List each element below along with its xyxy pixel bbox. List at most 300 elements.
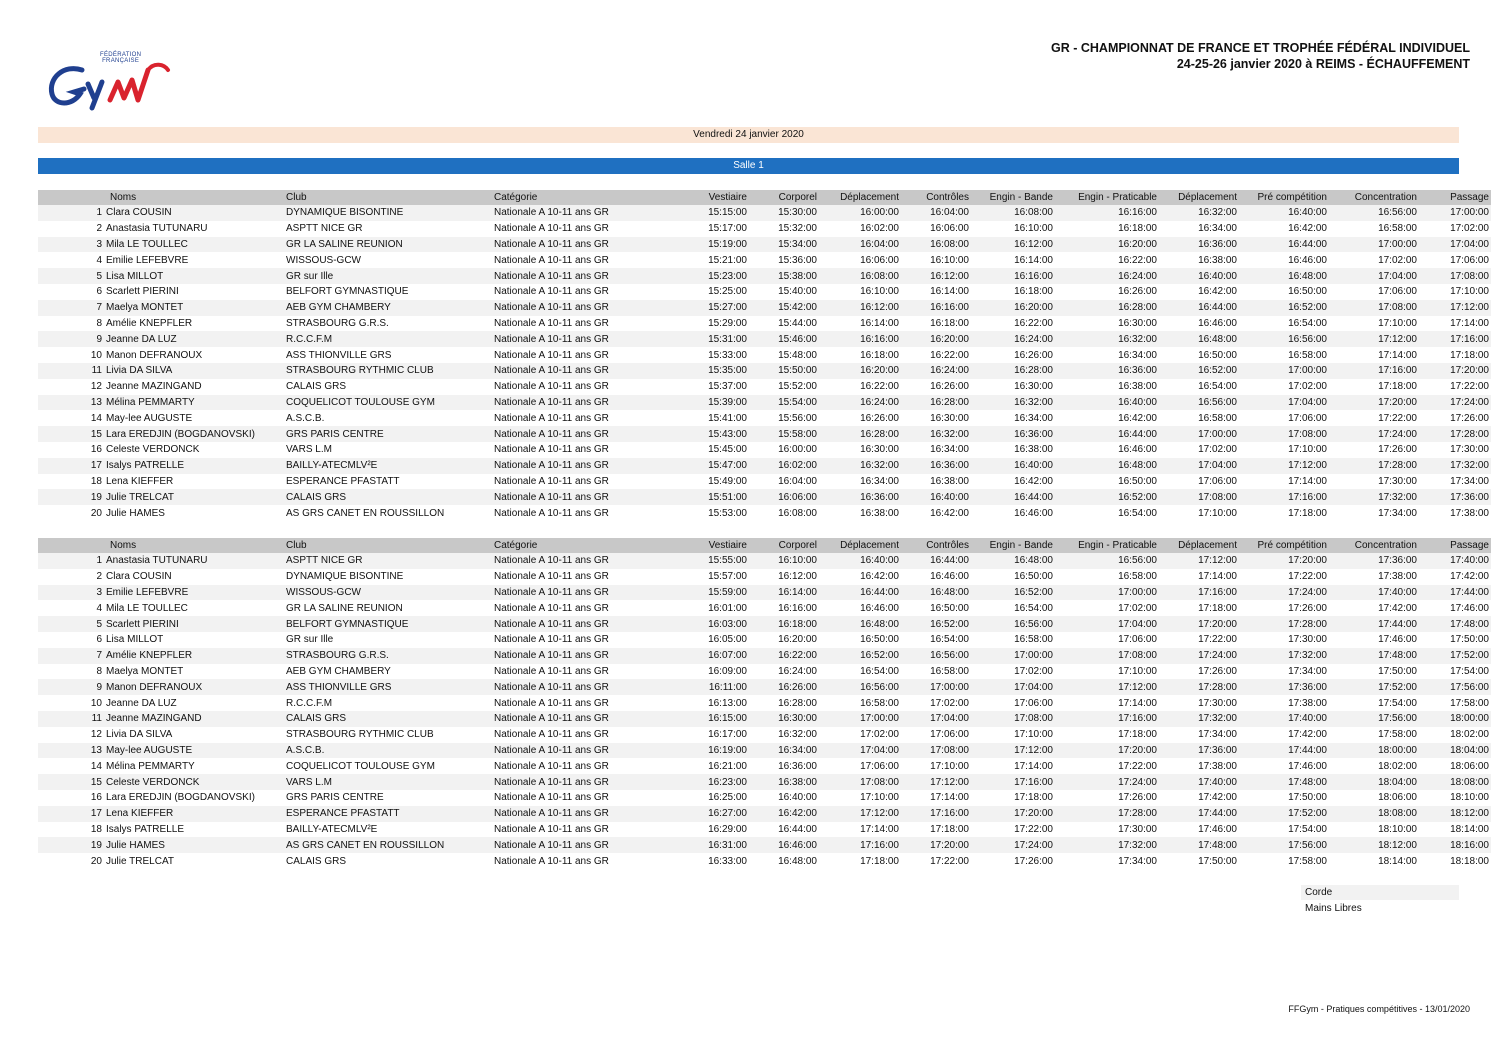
cell-pre-competition: 17:50:00 — [1239, 790, 1329, 806]
table-row — [38, 442, 1491, 458]
cell-engin-praticable: 17:24:00 — [1055, 774, 1159, 790]
cell-concentration: 17:04:00 — [1329, 268, 1419, 284]
cell-noms: Lisa MILLOT — [106, 632, 286, 648]
cell-concentration: 17:58:00 — [1329, 727, 1419, 743]
cell-noms: Anastasia TUTUNARU — [106, 553, 286, 569]
cell-engin-praticable: 16:30:00 — [1055, 316, 1159, 332]
cell-club: GR LA SALINE REUNION — [286, 600, 494, 616]
cell-controles: 16:54:00 — [901, 632, 971, 648]
cell-controles: 16:36:00 — [901, 458, 971, 474]
cell-concentration: 17:44:00 — [1329, 616, 1419, 632]
cell-deplacement: 16:48:00 — [819, 616, 901, 632]
rank-cell: 15 — [38, 426, 106, 442]
table-row — [38, 410, 1491, 426]
cell-engin-praticable: 17:12:00 — [1055, 679, 1159, 695]
cell-pre-competition: 17:00:00 — [1239, 363, 1329, 379]
cell-pre-competition: 17:32:00 — [1239, 648, 1329, 664]
cell-corporel: 16:06:00 — [749, 489, 819, 505]
cell-concentration: 17:12:00 — [1329, 331, 1419, 347]
cell-controles: 17:04:00 — [901, 711, 971, 727]
cell-passage: 17:04:00 — [1419, 237, 1491, 253]
cell-deplacement: 17:16:00 — [819, 837, 901, 853]
cell-corporel: 16:10:00 — [749, 553, 819, 569]
table-row — [38, 600, 1491, 616]
cell-engin-praticable: 16:46:00 — [1055, 442, 1159, 458]
table-row — [38, 300, 1491, 316]
cell-controles: 16:30:00 — [901, 410, 971, 426]
cell-concentration: 17:00:00 — [1329, 237, 1419, 253]
cell-vestiaire: 15:33:00 — [669, 347, 749, 363]
column-header-controles: Contrôles — [901, 538, 971, 553]
cell-deplacement: 16:32:00 — [819, 458, 901, 474]
cell-vestiaire: 15:59:00 — [669, 585, 749, 601]
cell-corporel: 16:08:00 — [749, 505, 819, 521]
cell-noms: Emilie LEFEBVRE — [106, 252, 286, 268]
cell-club: VARS L.M — [286, 774, 494, 790]
cell-engin-bande: 17:06:00 — [971, 695, 1055, 711]
cell-concentration: 17:16:00 — [1329, 363, 1419, 379]
cell-deplacement: 16:58:00 — [819, 695, 901, 711]
cell-engin-praticable: 16:16:00 — [1055, 205, 1159, 221]
cell-pre-competition: 17:14:00 — [1239, 474, 1329, 490]
cell-controles: 17:16:00 — [901, 806, 971, 822]
cell-club: DYNAMIQUE BISONTINE — [286, 569, 494, 585]
cell-deplacement-2: 17:50:00 — [1159, 853, 1239, 869]
rank-cell: 1 — [38, 205, 106, 221]
rank-cell: 18 — [38, 822, 106, 838]
cell-engin-bande: 16:46:00 — [971, 505, 1055, 521]
table-row — [38, 316, 1491, 332]
cell-vestiaire: 15:39:00 — [669, 395, 749, 411]
cell-engin-bande: 16:54:00 — [971, 600, 1055, 616]
cell-deplacement-2: 17:32:00 — [1159, 711, 1239, 727]
cell-corporel: 16:14:00 — [749, 585, 819, 601]
cell-club: BAILLY-ATECMLV²E — [286, 458, 494, 474]
cell-passage: 18:02:00 — [1419, 727, 1491, 743]
rank-cell: 8 — [38, 316, 106, 332]
table-row — [38, 853, 1491, 869]
cell-engin-praticable: 16:24:00 — [1055, 268, 1159, 284]
cell-engin-bande: 16:44:00 — [971, 489, 1055, 505]
cell-engin-praticable: 16:34:00 — [1055, 347, 1159, 363]
cell-deplacement: 16:06:00 — [819, 252, 901, 268]
cell-vestiaire: 15:53:00 — [669, 505, 749, 521]
cell-engin-praticable: 16:58:00 — [1055, 569, 1159, 585]
cell-deplacement: 17:10:00 — [819, 790, 901, 806]
cell-club: A.S.C.B. — [286, 410, 494, 426]
cell-categorie: Nationale A 10-11 ans GR — [494, 316, 669, 332]
cell-vestiaire: 16:19:00 — [669, 743, 749, 759]
cell-concentration: 17:42:00 — [1329, 600, 1419, 616]
table-row — [38, 569, 1491, 585]
cell-deplacement: 16:46:00 — [819, 600, 901, 616]
cell-pre-competition: 17:12:00 — [1239, 458, 1329, 474]
cell-club: ASS THIONVILLE GRS — [286, 679, 494, 695]
cell-engin-bande: 16:10:00 — [971, 221, 1055, 237]
cell-concentration: 17:24:00 — [1329, 426, 1419, 442]
cell-pre-competition: 17:06:00 — [1239, 410, 1329, 426]
column-header-deplacement: Déplacement — [819, 190, 901, 205]
cell-engin-bande: 17:14:00 — [971, 758, 1055, 774]
cell-passage: 17:02:00 — [1419, 221, 1491, 237]
cell-corporel: 15:42:00 — [749, 300, 819, 316]
cell-noms: Mélina PEMMARTY — [106, 758, 286, 774]
cell-passage: 18:12:00 — [1419, 806, 1491, 822]
cell-noms: Mélina PEMMARTY — [106, 395, 286, 411]
cell-corporel: 16:44:00 — [749, 822, 819, 838]
cell-engin-praticable: 17:10:00 — [1055, 664, 1159, 680]
cell-pre-competition: 17:36:00 — [1239, 679, 1329, 695]
cell-corporel: 15:40:00 — [749, 284, 819, 300]
cell-corporel: 16:18:00 — [749, 616, 819, 632]
cell-deplacement-2: 17:14:00 — [1159, 569, 1239, 585]
cell-deplacement-2: 17:16:00 — [1159, 585, 1239, 601]
cell-vestiaire: 15:55:00 — [669, 553, 749, 569]
rank-cell: 5 — [38, 268, 106, 284]
cell-noms: Livia DA SILVA — [106, 363, 286, 379]
cell-concentration: 17:38:00 — [1329, 569, 1419, 585]
cell-club: BELFORT GYMNASTIQUE — [286, 284, 494, 300]
cell-categorie: Nationale A 10-11 ans GR — [494, 727, 669, 743]
cell-vestiaire: 15:37:00 — [669, 379, 749, 395]
cell-deplacement-2: 16:54:00 — [1159, 379, 1239, 395]
cell-passage: 17:52:00 — [1419, 648, 1491, 664]
cell-controles: 16:04:00 — [901, 205, 971, 221]
rank-cell: 13 — [38, 395, 106, 411]
cell-categorie: Nationale A 10-11 ans GR — [494, 489, 669, 505]
cell-categorie: Nationale A 10-11 ans GR — [494, 758, 669, 774]
rank-cell: 3 — [38, 585, 106, 601]
cell-club: CALAIS GRS — [286, 489, 494, 505]
legend-mains-libres: Mains Libres — [1301, 901, 1459, 916]
cell-categorie: Nationale A 10-11 ans GR — [494, 300, 669, 316]
cell-categorie: Nationale A 10-11 ans GR — [494, 790, 669, 806]
rank-cell: 20 — [38, 853, 106, 869]
cell-deplacement: 16:24:00 — [819, 395, 901, 411]
cell-passage: 17:06:00 — [1419, 252, 1491, 268]
rank-cell: 9 — [38, 331, 106, 347]
table-row — [38, 395, 1491, 411]
cell-engin-bande: 16:28:00 — [971, 363, 1055, 379]
table-row — [38, 790, 1491, 806]
rank-cell: 18 — [38, 474, 106, 490]
cell-concentration: 17:48:00 — [1329, 648, 1419, 664]
footer-text: FFGym - Pratiques compétitives - 13/01/2020 — [1288, 1004, 1470, 1014]
cell-noms: Celeste VERDONCK — [106, 774, 286, 790]
cell-corporel: 16:20:00 — [749, 632, 819, 648]
cell-passage: 18:06:00 — [1419, 758, 1491, 774]
cell-categorie: Nationale A 10-11 ans GR — [494, 585, 669, 601]
column-header-corporel: Corporel — [749, 190, 819, 205]
cell-vestiaire: 15:21:00 — [669, 252, 749, 268]
cell-controles: 16:52:00 — [901, 616, 971, 632]
cell-pre-competition: 17:38:00 — [1239, 695, 1329, 711]
cell-deplacement: 16:20:00 — [819, 363, 901, 379]
cell-vestiaire: 15:17:00 — [669, 221, 749, 237]
cell-categorie: Nationale A 10-11 ans GR — [494, 363, 669, 379]
cell-controles: 16:28:00 — [901, 395, 971, 411]
cell-deplacement: 16:08:00 — [819, 268, 901, 284]
cell-corporel: 16:46:00 — [749, 837, 819, 853]
cell-noms: Julie HAMES — [106, 837, 286, 853]
table-header-row — [38, 190, 1491, 205]
cell-vestiaire: 16:05:00 — [669, 632, 749, 648]
cell-controles: 17:18:00 — [901, 822, 971, 838]
cell-corporel: 16:36:00 — [749, 758, 819, 774]
document-subtitle: 24-25-26 janvier 2020 à REIMS - ÉCHAUFFEMENT — [1176, 57, 1470, 71]
cell-concentration: 18:14:00 — [1329, 853, 1419, 869]
rank-cell: 20 — [38, 505, 106, 521]
cell-engin-bande: 17:02:00 — [971, 664, 1055, 680]
table-row — [38, 458, 1491, 474]
cell-club: GR sur Ille — [286, 268, 494, 284]
document-title: GR - CHAMPIONNAT DE FRANCE ET TROPHÉE FÉDÉRAL INDIVIDUEL — [1051, 41, 1470, 55]
cell-deplacement-2: 17:04:00 — [1159, 458, 1239, 474]
table-row — [38, 727, 1491, 743]
cell-engin-praticable: 17:08:00 — [1055, 648, 1159, 664]
cell-concentration: 17:18:00 — [1329, 379, 1419, 395]
rank-cell: 7 — [38, 648, 106, 664]
cell-deplacement-2: 16:36:00 — [1159, 237, 1239, 253]
table-row — [38, 743, 1491, 759]
table-row — [38, 474, 1491, 490]
cell-engin-bande: 17:20:00 — [971, 806, 1055, 822]
cell-deplacement: 16:02:00 — [819, 221, 901, 237]
cell-controles: 17:10:00 — [901, 758, 971, 774]
cell-deplacement-2: 17:08:00 — [1159, 489, 1239, 505]
cell-concentration: 17:22:00 — [1329, 410, 1419, 426]
cell-engin-praticable: 16:54:00 — [1055, 505, 1159, 521]
cell-deplacement: 16:14:00 — [819, 316, 901, 332]
rank-cell: 7 — [38, 300, 106, 316]
document-header — [1051, 40, 1470, 72]
cell-vestiaire: 16:31:00 — [669, 837, 749, 853]
cell-club: ESPERANCE PFASTATT — [286, 806, 494, 822]
cell-pre-competition: 16:54:00 — [1239, 316, 1329, 332]
cell-club: ASPTT NICE GR — [286, 221, 494, 237]
cell-pre-competition: 17:48:00 — [1239, 774, 1329, 790]
cell-club: AS GRS CANET EN ROUSSILLON — [286, 505, 494, 521]
column-header-deplacement-2: Déplacement — [1159, 190, 1239, 205]
cell-club: AEB GYM CHAMBERY — [286, 300, 494, 316]
cell-noms: Maelya MONTET — [106, 664, 286, 680]
cell-categorie: Nationale A 10-11 ans GR — [494, 600, 669, 616]
cell-pre-competition: 17:52:00 — [1239, 806, 1329, 822]
cell-concentration: 18:12:00 — [1329, 837, 1419, 853]
cell-categorie: Nationale A 10-11 ans GR — [494, 252, 669, 268]
cell-corporel: 16:12:00 — [749, 569, 819, 585]
cell-corporel: 15:44:00 — [749, 316, 819, 332]
cell-categorie: Nationale A 10-11 ans GR — [494, 442, 669, 458]
cell-pre-competition: 17:40:00 — [1239, 711, 1329, 727]
cell-controles: 16:50:00 — [901, 600, 971, 616]
cell-engin-bande: 17:22:00 — [971, 822, 1055, 838]
cell-deplacement: 17:02:00 — [819, 727, 901, 743]
cell-categorie: Nationale A 10-11 ans GR — [494, 616, 669, 632]
cell-engin-praticable: 17:18:00 — [1055, 727, 1159, 743]
cell-deplacement: 16:56:00 — [819, 679, 901, 695]
cell-noms: Jeanne DA LUZ — [106, 695, 286, 711]
cell-engin-praticable: 16:18:00 — [1055, 221, 1159, 237]
cell-engin-praticable: 17:34:00 — [1055, 853, 1159, 869]
cell-concentration: 17:56:00 — [1329, 711, 1419, 727]
cell-corporel: 15:54:00 — [749, 395, 819, 411]
cell-engin-bande: 17:26:00 — [971, 853, 1055, 869]
cell-engin-bande: 17:04:00 — [971, 679, 1055, 695]
rank-cell: 2 — [38, 221, 106, 237]
cell-deplacement-2: 17:18:00 — [1159, 600, 1239, 616]
cell-engin-praticable: 17:22:00 — [1055, 758, 1159, 774]
cell-corporel: 16:00:00 — [749, 442, 819, 458]
cell-deplacement-2: 17:26:00 — [1159, 664, 1239, 680]
cell-club: A.S.C.B. — [286, 743, 494, 759]
cell-corporel: 16:28:00 — [749, 695, 819, 711]
cell-passage: 17:28:00 — [1419, 426, 1491, 442]
column-header-vestiaire: Vestiaire — [669, 538, 749, 553]
cell-club: CALAIS GRS — [286, 379, 494, 395]
cell-deplacement-2: 16:50:00 — [1159, 347, 1239, 363]
cell-categorie: Nationale A 10-11 ans GR — [494, 331, 669, 347]
cell-controles: 17:06:00 — [901, 727, 971, 743]
table-row — [38, 585, 1491, 601]
cell-passage: 17:56:00 — [1419, 679, 1491, 695]
cell-engin-praticable: 16:40:00 — [1055, 395, 1159, 411]
cell-club: R.C.C.F.M — [286, 695, 494, 711]
table-header-row — [38, 538, 1491, 553]
cell-controles: 17:02:00 — [901, 695, 971, 711]
cell-engin-praticable: 16:44:00 — [1055, 426, 1159, 442]
cell-engin-bande: 17:16:00 — [971, 774, 1055, 790]
cell-noms: Amélie KNEPFLER — [106, 316, 286, 332]
cell-noms: Lena KIEFFER — [106, 474, 286, 490]
legend-corde: Corde — [1301, 885, 1459, 900]
cell-corporel: 15:58:00 — [749, 426, 819, 442]
cell-vestiaire: 15:51:00 — [669, 489, 749, 505]
cell-noms: Mila LE TOULLEC — [106, 237, 286, 253]
column-header-deplacement-2: Déplacement — [1159, 538, 1239, 553]
column-header-engin-bande: Engin - Bande — [971, 190, 1055, 205]
cell-corporel: 16:34:00 — [749, 743, 819, 759]
cell-deplacement-2: 16:56:00 — [1159, 395, 1239, 411]
cell-pre-competition: 17:08:00 — [1239, 426, 1329, 442]
cell-club: STRASBOURG RYTHMIC CLUB — [286, 363, 494, 379]
rank-cell: 1 — [38, 553, 106, 569]
cell-passage: 17:20:00 — [1419, 363, 1491, 379]
cell-categorie: Nationale A 10-11 ans GR — [494, 679, 669, 695]
cell-corporel: 16:24:00 — [749, 664, 819, 680]
cell-deplacement-2: 17:20:00 — [1159, 616, 1239, 632]
cell-passage: 17:12:00 — [1419, 300, 1491, 316]
table-row — [38, 616, 1491, 632]
cell-engin-bande: 16:42:00 — [971, 474, 1055, 490]
column-header-categorie: Catégorie — [494, 538, 669, 553]
cell-passage: 17:40:00 — [1419, 553, 1491, 569]
cell-controles: 16:10:00 — [901, 252, 971, 268]
rank-cell: 16 — [38, 790, 106, 806]
cell-passage: 17:14:00 — [1419, 316, 1491, 332]
cell-controles: 17:00:00 — [901, 679, 971, 695]
cell-corporel: 16:32:00 — [749, 727, 819, 743]
cell-deplacement-2: 16:58:00 — [1159, 410, 1239, 426]
cell-vestiaire: 16:09:00 — [669, 664, 749, 680]
table-row — [38, 679, 1491, 695]
cell-deplacement: 16:34:00 — [819, 474, 901, 490]
cell-noms: Julie HAMES — [106, 505, 286, 521]
cell-vestiaire: 15:29:00 — [669, 316, 749, 332]
table-row — [38, 711, 1491, 727]
cell-concentration: 18:10:00 — [1329, 822, 1419, 838]
cell-noms: Julie TRELCAT — [106, 489, 286, 505]
cell-categorie: Nationale A 10-11 ans GR — [494, 205, 669, 221]
cell-vestiaire: 16:29:00 — [669, 822, 749, 838]
cell-club: STRASBOURG RYTHMIC CLUB — [286, 727, 494, 743]
cell-noms: Isalys PATRELLE — [106, 458, 286, 474]
cell-corporel: 15:34:00 — [749, 237, 819, 253]
cell-deplacement-2: 17:48:00 — [1159, 837, 1239, 853]
cell-noms: Livia DA SILVA — [106, 727, 286, 743]
cell-deplacement-2: 17:44:00 — [1159, 806, 1239, 822]
cell-passage: 17:24:00 — [1419, 395, 1491, 411]
cell-noms: Celeste VERDONCK — [106, 442, 286, 458]
cell-categorie: Nationale A 10-11 ans GR — [494, 505, 669, 521]
cell-deplacement-2: 16:38:00 — [1159, 252, 1239, 268]
rank-cell: 13 — [38, 743, 106, 759]
table-row — [38, 837, 1491, 853]
rank-cell: 15 — [38, 774, 106, 790]
cell-engin-praticable: 16:22:00 — [1055, 252, 1159, 268]
cell-passage: 17:16:00 — [1419, 331, 1491, 347]
cell-categorie: Nationale A 10-11 ans GR — [494, 426, 669, 442]
cell-noms: Jeanne DA LUZ — [106, 331, 286, 347]
cell-noms: Lara EREDJIN (BOGDANOVSKI) — [106, 426, 286, 442]
cell-engin-praticable: 17:20:00 — [1055, 743, 1159, 759]
cell-vestiaire: 15:25:00 — [669, 284, 749, 300]
cell-club: STRASBOURG G.R.S. — [286, 316, 494, 332]
cell-categorie: Nationale A 10-11 ans GR — [494, 822, 669, 838]
cell-passage: 17:58:00 — [1419, 695, 1491, 711]
cell-vestiaire: 16:23:00 — [669, 774, 749, 790]
cell-controles: 16:34:00 — [901, 442, 971, 458]
cell-vestiaire: 15:57:00 — [669, 569, 749, 585]
cell-passage: 17:54:00 — [1419, 664, 1491, 680]
column-header-engin-bande: Engin - Bande — [971, 538, 1055, 553]
cell-concentration: 18:08:00 — [1329, 806, 1419, 822]
table-row — [38, 632, 1491, 648]
cell-pre-competition: 17:58:00 — [1239, 853, 1329, 869]
cell-engin-bande: 17:18:00 — [971, 790, 1055, 806]
cell-noms: Clara COUSIN — [106, 569, 286, 585]
cell-noms: Manon DEFRANOUX — [106, 347, 286, 363]
cell-pre-competition: 17:26:00 — [1239, 600, 1329, 616]
cell-engin-bande: 16:52:00 — [971, 585, 1055, 601]
cell-categorie: Nationale A 10-11 ans GR — [494, 395, 669, 411]
cell-noms: Julie TRELCAT — [106, 853, 286, 869]
table-row — [38, 268, 1491, 284]
cell-noms: Maelya MONTET — [106, 300, 286, 316]
cell-noms: Scarlett PIERINI — [106, 616, 286, 632]
cell-concentration: 17:06:00 — [1329, 284, 1419, 300]
cell-deplacement: 16:10:00 — [819, 284, 901, 300]
cell-categorie: Nationale A 10-11 ans GR — [494, 237, 669, 253]
cell-passage: 18:16:00 — [1419, 837, 1491, 853]
cell-deplacement: 16:16:00 — [819, 331, 901, 347]
cell-deplacement: 16:30:00 — [819, 442, 901, 458]
cell-corporel: 16:16:00 — [749, 600, 819, 616]
cell-engin-praticable: 16:20:00 — [1055, 237, 1159, 253]
cell-controles: 17:22:00 — [901, 853, 971, 869]
cell-vestiaire: 15:45:00 — [669, 442, 749, 458]
cell-pre-competition: 17:18:00 — [1239, 505, 1329, 521]
